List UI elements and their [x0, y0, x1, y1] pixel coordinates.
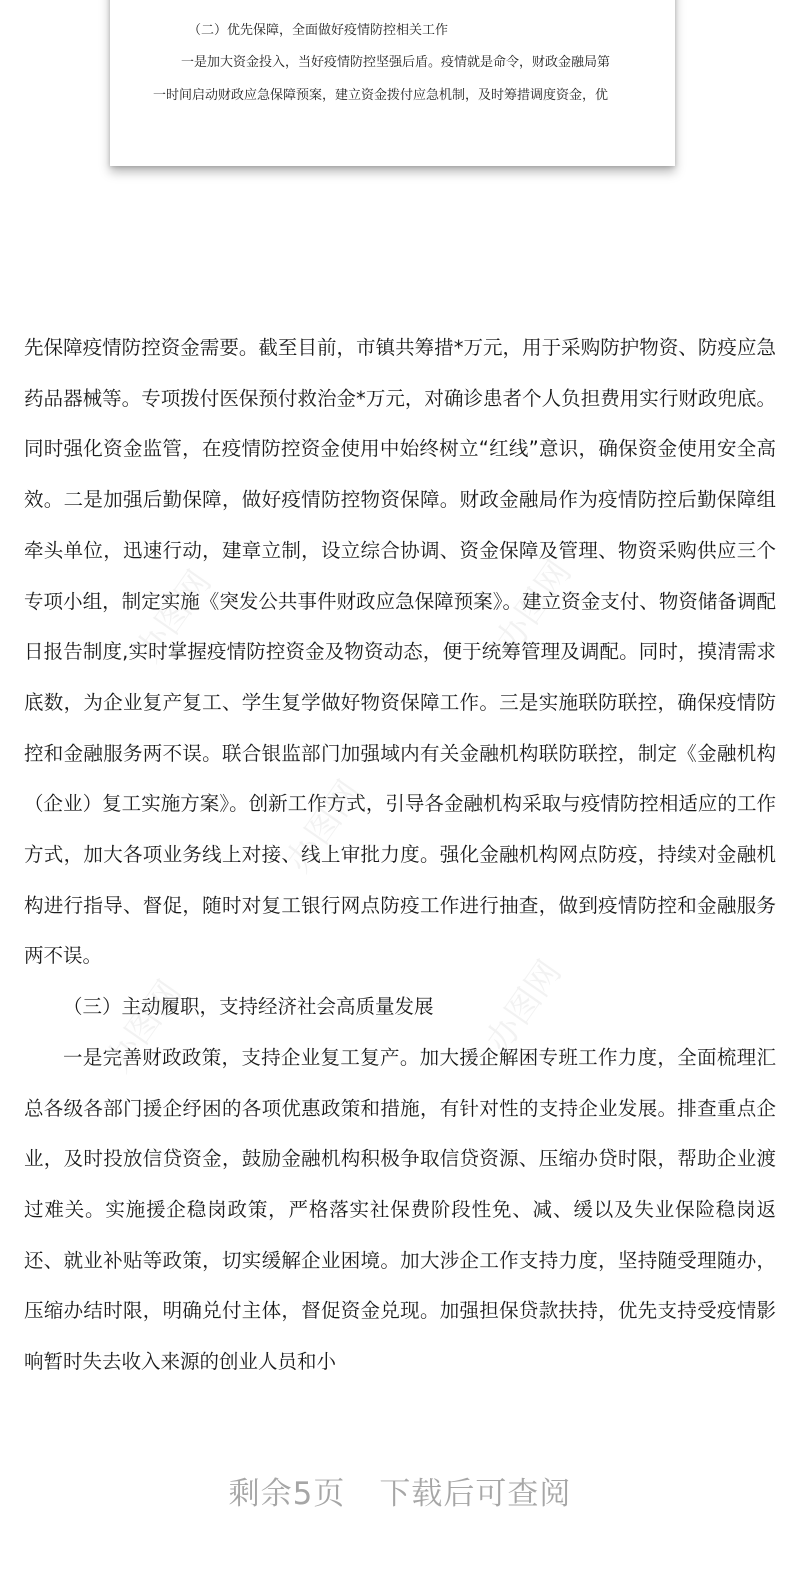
download-prompt-label: 下载后可查阅: [379, 1476, 572, 1512]
remaining-pages-label: 剩余5页: [228, 1476, 346, 1512]
body-paragraph: 先保障疫情防控资金需要。截至目前，市镇共筹措*万元，用于采购防护物资、防疫应急药品器械等。专项拨付医保预付救治金*万元，对确诊患者个人负担费用实行财政兜底。同时强化资金监管，在疫情防控资金使用中始终树立“红线”意识，确保资金使用安全高效。二是加强后勤保障，做好疫情防控物资保障。财政金融局作为疫情防控后勤保障组牵头单位，迅速行动，建章立制，设立综合协调、资金保障及管理、物资采购供应三个专项小组，制定实施《突发公共事件财政应急保障预案》。建立资金支付、物资储备调配日报告制度,实时掌握疫情防控资金及物资动态，便于统筹管理及调配。同时，摸清需求底数，为企业复产复工、学生复学做好物资保障工作。三是实施联防联控，确保疫情防控和金融服务两不误。联合银监部门加强域内有关金融机构联防联控，制定《金融机构（企业）复工实施方案》。创新工作方式，引导各金融机构采取与疫情防控相适应的工作方式，加大各项业务线上对接、线上审批力度。强化金融机构网点防疫，持续对金融机构进行指导、督促，随时对复工银行网点防疫工作进行抽查，做到疫情防控和金融服务两不误。: [24, 336, 776, 968]
page-preview-card: [110, 0, 675, 166]
watermark: 办图网: [278, 773, 370, 880]
preview-paragraph-line: 一时间启动财政应急保障预案，建立资金拨付应急机制，及时筹措调度资金，优: [153, 88, 609, 103]
watermark: 办图网: [488, 553, 580, 660]
watermark: 办图网: [128, 563, 220, 670]
preview-heading: （二）优先保障，全面做好疫情防控相关工作: [188, 23, 449, 38]
download-to-read-more-link[interactable]: [0, 1468, 800, 1513]
watermark: 办图网: [98, 973, 190, 1080]
body-paragraph: 一是完善财政政策，支持企业复工复产。加大援企解困专班工作力度，全面梳理汇总各级各部门援企纾困的各项优惠政策和措施，有针对性的支持企业发展。排查重点企业，及时投放信贷资金，鼓励金融机构积极争取信贷资源、压缩办贷时限，帮助企业渡过难关。实施援企稳岗政策，严格落实社保费阶段性免、减、缓以及失业保险稳岗返还、就业补贴等政策，切实缓解企业困境。加大涉企工作支持力度，坚持随受理随办，压缩办结时限，明确兑付主体，督促资金兑现。加强担保贷款扶持，优先支持受疫情影响暂时失去收入来源的创业人员和小: [24, 1045, 776, 1374]
section-heading: （三）主动履职，支持经济社会高质量发展: [63, 995, 434, 1019]
preview-paragraph-line: 一是加大资金投入，当好疫情防控坚强后盾。疫情就是命令，财政金融局第: [181, 55, 611, 70]
watermark: 办图网: [478, 953, 570, 1060]
document-body: [24, 323, 776, 1388]
